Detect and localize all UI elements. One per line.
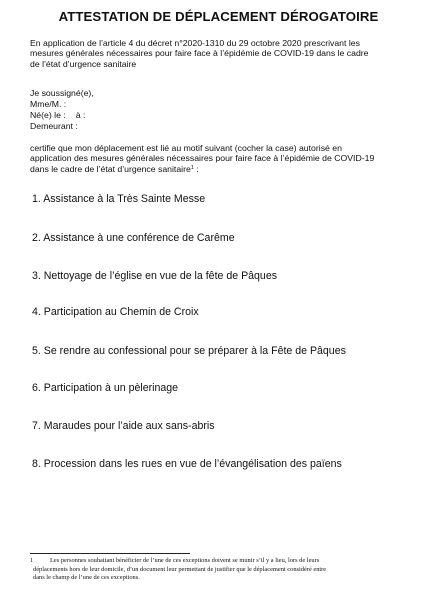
intro-line: En application de l’article 4 du décret n°2020-1310 du 29 octobre 2020 prescrivant les [30, 38, 360, 48]
footnote-divider [30, 553, 190, 554]
motif-item-1[interactable]: 1. Assistance à la Très Sainte Messe [32, 193, 206, 205]
motif-item-4[interactable]: 4. Participation au Chemin de Croix [32, 306, 199, 318]
footnote-ref: 1 [190, 164, 194, 171]
document-title: ATTESTATION DE DÉPLACEMENT DÉROGATOIRE [58, 9, 379, 24]
birth-field-label [30, 110, 415, 121]
birthplace-label: à : [75, 110, 86, 120]
certify-line: dans le cadre de l’état d’urgence sanitaire [30, 163, 191, 174]
address-field-label: Demeurant : [30, 121, 78, 131]
declarant-intro: Je soussigné(e), [30, 88, 94, 98]
motif-item-6[interactable]: 6. Participation à un pèlerinage [32, 382, 179, 394]
name-field-label: Mme/M. : [30, 99, 67, 109]
certify-line-end: : [193, 163, 199, 174]
footnote-number: 1 [30, 557, 34, 564]
motif-item-7[interactable]: 7. Maraudes pour l’aide aux sans-abris [32, 420, 215, 432]
certify-line: application des mesures générales nécessaires pour faire face à l’épidémie de COVID-19 [30, 153, 375, 164]
motif-item-8[interactable]: 8. Procession dans les rues en vue de l’évangélisation des païens [32, 458, 342, 470]
motif-item-5[interactable]: 5. Se rendre au confessional pour se préparer à la Fête de Pâques [32, 345, 346, 357]
motif-item-3[interactable]: 3. Nettoyage de l’église en vue de la fête de Pâques [32, 270, 278, 282]
certify-paragraph [30, 143, 415, 174]
intro-line: de l’état d’urgence sanitaire [30, 58, 137, 69]
certify-line-last [30, 164, 415, 174]
footnote-line: déplacements hors de leur domicile, d’un document leur permettant de justifier que le déplacement considéré entre [33, 565, 327, 573]
footnote-line: dans le champ de l’une de ces exceptions. [33, 574, 140, 582]
certify-line: certifie que mon déplacement est lié au motif suivant (cocher la case) autorisé en [30, 143, 342, 153]
declarant-block [30, 88, 415, 132]
birthdate-label: Né(e) le : [30, 110, 66, 120]
footnote-line: Les personnes souhaitant bénéficier de l’une de ces exceptions doivent se munir s’il y a lieu, lors de leurs [50, 557, 320, 564]
intro-line: mesures générales nécessaires pour faire face à l’épidémie de COVID-19 dans le cadre [30, 48, 369, 59]
intro-paragraph [30, 38, 415, 69]
motif-item-2[interactable]: 2. Assistance à une conférence de Carême [32, 232, 235, 244]
footnote [30, 557, 425, 583]
